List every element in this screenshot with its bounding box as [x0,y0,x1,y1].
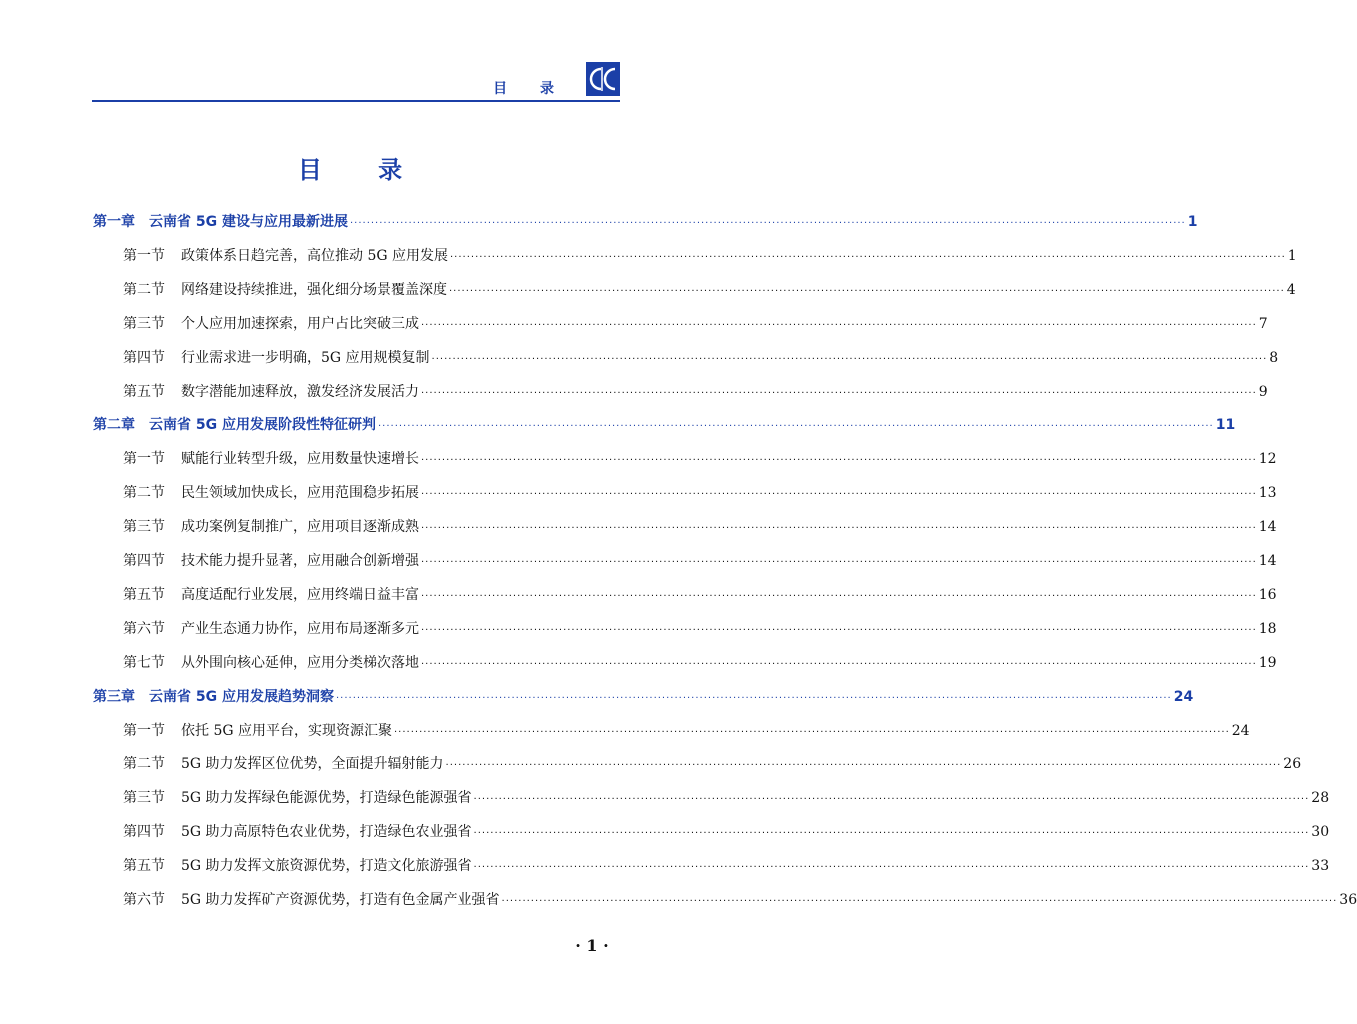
toc-dot-leader: ········································································································································································································ [445,760,1282,771]
toc-entry-number: 第七节 [123,655,165,671]
toc-entry-number: 第二节 [123,485,165,501]
toc-entry-title: 云南省 5G 应用发展趋势洞察 [149,689,334,705]
toc-entry-title: 云南省 5G 建设与应用最新进展 [149,214,348,230]
toc-section-entry[interactable] [123,856,1330,878]
toc-entry-number: 第二章 [93,417,135,433]
toc-dot-leader: ········································································································································································································ [421,591,1257,602]
toc-entry-number: 第三节 [123,790,165,806]
toc-section-entry[interactable] [123,653,1277,675]
toc-entry-title: 网络建设持续推进，强化细分场景覆盖深度 [181,282,447,298]
toc-dot-leader: ········································································································································································································ [421,489,1257,500]
toc-entry-number: 第二节 [123,282,165,298]
toc-entry-title: 技术能力提升显著，应用融合创新增强 [181,553,419,569]
toc-dot-leader: ········································································································································································································ [349,218,1186,229]
toc-section-entry[interactable] [123,788,1330,810]
toc-dot-leader: ········································································································································································································ [421,523,1257,534]
toc-entry-number: 第三节 [123,316,165,332]
document-title: 目 录 [297,155,427,184]
toc-entry-page: 19 [1258,655,1277,671]
toc-dot-leader: ········································································································································································································ [335,693,1172,704]
toc-entry-title: 从外围向核心延伸，应用分类梯次落地 [181,655,419,671]
toc-dot-leader: ········································································································································································································ [377,421,1214,432]
toc-dot-leader: ········································································································································································································ [431,354,1268,365]
toc-section-entry[interactable] [123,280,1296,302]
toc-entry-page: 7 [1258,316,1268,332]
toc-section-entry[interactable] [123,585,1277,607]
toc-entry-page: 14 [1258,553,1277,569]
toc-section-entry[interactable] [123,348,1279,370]
toc-entry-number: 第四节 [123,350,165,366]
toc-entry-page: 36 [1339,892,1357,908]
toc-dot-leader: ········································································································································································································ [501,896,1338,907]
toc-entry-number: 第一节 [123,248,165,264]
header-rule [92,100,620,102]
toc-dot-leader: ········································································································································································································ [394,727,1230,738]
toc-entry-page: 28 [1311,790,1330,806]
toc-entry-number: 第四节 [123,824,165,840]
toc-section-entry[interactable] [123,246,1297,268]
toc-entry-title: 云南省 5G 应用发展阶段性特征研判 [149,417,376,433]
toc-section-entry[interactable] [123,314,1268,336]
toc-entry-number: 第五节 [123,384,165,400]
toc-dot-leader: ········································································································································································································ [421,455,1257,466]
header-section-label: 目 录 [493,81,568,97]
toc-entry-title: 数字潜能加速释放，激发经济发展活力 [181,384,419,400]
toc-section-entry[interactable] [123,721,1250,743]
toc-chapter-entry[interactable] [93,415,1236,437]
toc-entry-number: 第六节 [123,892,165,908]
toc-entry-page: 11 [1215,417,1236,433]
toc-entry-page: 26 [1283,756,1302,772]
toc-entry-page: 30 [1311,824,1330,840]
toc-entry-title: 行业需求进一步明确，5G 应用规模复制 [181,350,430,366]
toc-entry-page: 24 [1231,723,1250,739]
publisher-logo-icon [586,62,620,96]
toc-dot-leader: ········································································································································································································ [450,252,1286,263]
toc-entry-number: 第四节 [123,553,165,569]
toc-entry-page: 1 [1187,214,1198,230]
toc-entry-number: 第五节 [123,858,165,874]
toc-entry-number: 第一节 [123,723,165,739]
toc-dot-leader: ········································································································································································································ [421,625,1257,636]
toc-section-entry[interactable] [123,551,1277,573]
toc-entry-number: 第一节 [123,451,165,467]
toc-entry-title: 5G 助力发挥绿色能源优势，打造绿色能源强省 [181,790,472,806]
toc-section-entry[interactable] [123,483,1277,505]
toc-dot-leader: ········································································································································································································ [421,320,1257,331]
toc-entry-title: 个人应用加速探索，用户占比突破三成 [181,316,419,332]
toc-chapter-entry[interactable] [93,687,1194,709]
toc-section-entry[interactable] [123,449,1277,471]
toc-entry-title: 成功案例复制推广，应用项目逐渐成熟 [181,519,419,535]
toc-dot-leader: ········································································································································································································ [473,794,1310,805]
toc-entry-page: 9 [1258,384,1268,400]
toc-section-entry[interactable] [123,754,1302,776]
toc-entry-number: 第二节 [123,756,165,772]
toc-entry-page: 18 [1258,621,1277,637]
toc-entry-title: 5G 助力发挥文旅资源优势，打造文化旅游强省 [181,858,472,874]
toc-dot-leader: ········································································································································································································ [421,557,1257,568]
toc-entry-title: 5G 助力发挥矿产资源优势，打造有色金属产业强省 [181,892,500,908]
toc-entry-title: 赋能行业转型升级，应用数量快速增长 [181,451,419,467]
toc-entry-page: 13 [1258,485,1277,501]
toc-entry-title: 政策体系日趋完善，高位推动 5G 应用发展 [181,248,448,264]
toc-entry-title: 依托 5G 应用平台，实现资源汇聚 [181,723,392,739]
toc-entry-title: 5G 助力高原特色农业优势，打造绿色农业强省 [181,824,472,840]
toc-entry-page: 1 [1287,248,1297,264]
toc-dot-leader: ········································································································································································································ [449,286,1285,297]
toc-section-entry[interactable] [123,619,1277,641]
toc-section-entry[interactable] [123,822,1330,844]
toc-entry-page: 4 [1286,282,1296,298]
toc-dot-leader: ········································································································································································································ [473,862,1310,873]
toc-entry-page: 33 [1311,858,1330,874]
toc-chapter-entry[interactable] [93,212,1198,234]
toc-entry-page: 12 [1258,451,1277,467]
toc-entry-number: 第三章 [93,689,135,705]
toc-dot-leader: ········································································································································································································ [421,388,1257,399]
toc-entry-number: 第一章 [93,214,135,230]
toc-entry-number: 第六节 [123,621,165,637]
toc-entry-number: 第三节 [123,519,165,535]
toc-section-entry[interactable] [123,890,1357,912]
page-number: · 1 · [575,936,609,955]
toc-section-entry[interactable] [123,517,1277,539]
toc-entry-page: 8 [1269,350,1279,366]
toc-entry-number: 第五节 [123,587,165,603]
toc-entry-title: 民生领域加快成长，应用范围稳步拓展 [181,485,419,501]
running-header [92,62,620,102]
toc-entry-title: 产业生态通力协作，应用布局逐渐多元 [181,621,419,637]
toc-dot-leader: ········································································································································································································ [421,659,1257,670]
toc-entry-page: 16 [1258,587,1277,603]
toc-entry-title: 5G 助力发挥区位优势，全面提升辐射能力 [181,756,444,772]
toc-entry-page: 14 [1258,519,1277,535]
toc-entry-page: 24 [1173,689,1194,705]
toc-dot-leader: ········································································································································································································ [473,828,1310,839]
toc-entry-title: 高度适配行业发展，应用终端日益丰富 [181,587,419,603]
toc-section-entry[interactable] [123,382,1268,404]
